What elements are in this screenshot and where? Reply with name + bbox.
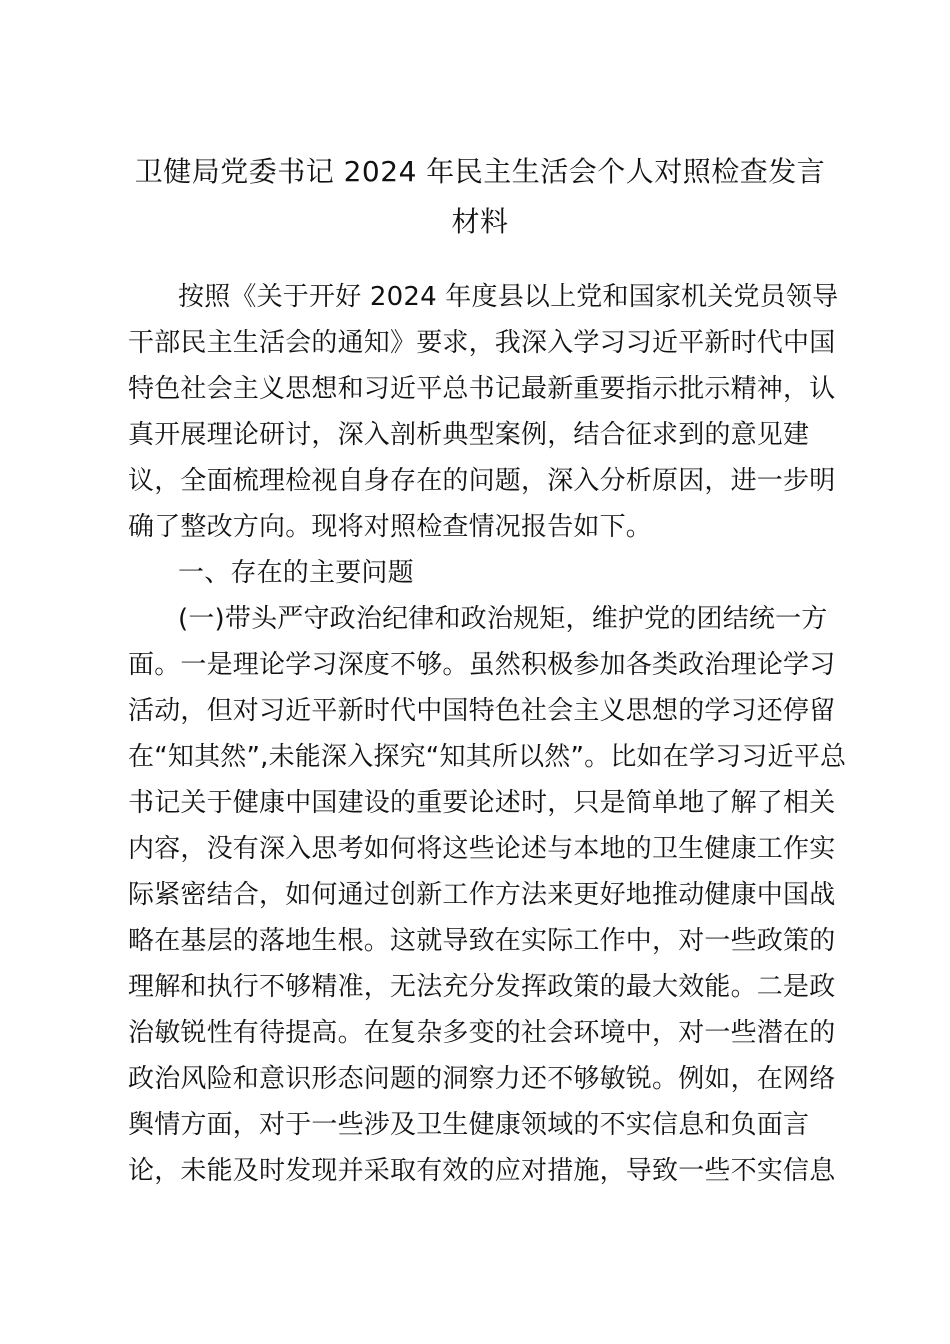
- document-title-line-2: 材料: [451, 205, 509, 238]
- body-line: 确了整改方向。现将对照检查情况报告如下。: [128, 512, 653, 542]
- body-line: 面。一是理论学习深度不够。虽然积极参加各类政治理论学习: [128, 650, 836, 680]
- body-line: 治敏锐性有待提高。在复杂多变的社会环境中，对一些潜在的: [128, 1018, 836, 1048]
- body-line: 际紧密结合，如何通过创新工作方法来更好地推动健康中国战: [128, 880, 836, 910]
- body-line: 政治风险和意识形态问题的洞察力还不够敏锐。例如，在网络: [128, 1064, 836, 1094]
- body-line: 略在基层的落地生根。这就导致在实际工作中，对一些政策的: [128, 926, 836, 956]
- document-title-line-1: 卫健局党委书记 2024 年民主生活会个人对照检查发言: [134, 155, 826, 188]
- section-heading: 一、存在的主要问题: [178, 558, 414, 588]
- body-line: 干部民主生活会的通知》要求，我深入学习习近平新时代中国: [128, 328, 836, 358]
- body-line: 在“知其然”,未能深入探究“知其所以然”。比如在学习习近平总: [128, 742, 847, 772]
- body-line: 论，未能及时发现并采取有效的应对措施，导致一些不实信息: [128, 1156, 836, 1186]
- body-line: 议，全面梳理检视自身存在的问题，深入分析原因，进一步明: [128, 466, 836, 496]
- body-line: 舆情方面，对于一些涉及卫生健康领域的不实信息和负面言: [128, 1110, 810, 1140]
- body-line: 活动，但对习近平新时代中国特色社会主义思想的学习还停留: [128, 696, 836, 726]
- body-line: (一)带头严守政治纪律和政治规矩，维护党的团结统一方: [178, 604, 828, 634]
- body-line: 内容，没有深入思考如何将这些论述与本地的卫生健康工作实: [128, 834, 836, 864]
- body-line: 真开展理论研讨，深入剖析典型案例，结合征求到的意见建: [128, 420, 810, 450]
- body-line: 特色社会主义思想和习近平总书记最新重要指示批示精神，认: [128, 374, 836, 404]
- body-line: 书记关于健康中国建设的重要论述时，只是简单地了解了相关: [128, 788, 836, 818]
- body-line: 按照《关于开好 2024 年度县以上党和国家机关党员领导: [178, 282, 839, 312]
- body-line: 理解和执行不够精准，无法充分发挥政策的最大效能。二是政: [128, 972, 836, 1002]
